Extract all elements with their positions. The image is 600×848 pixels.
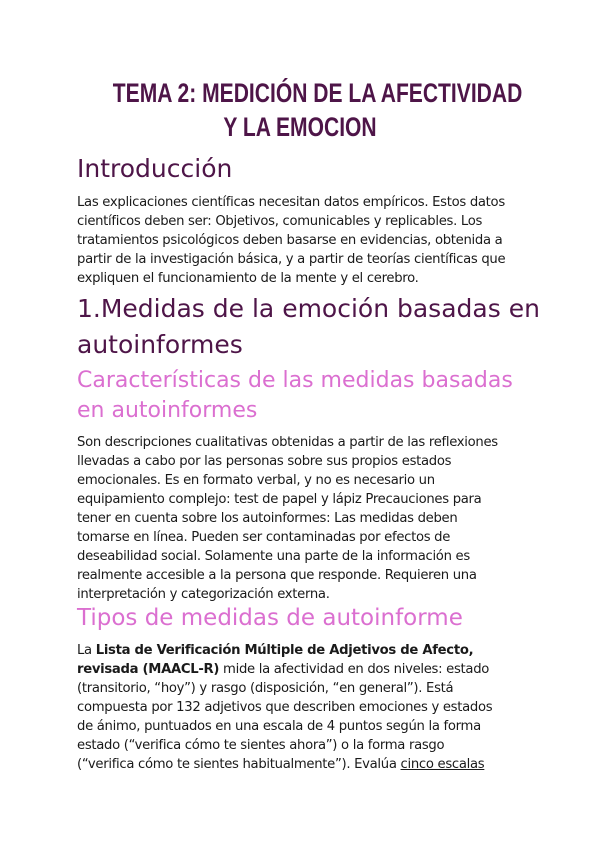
section1-heading-line-2: autoinformes: [77, 330, 243, 359]
section1-heading: [77, 291, 540, 363]
characteristics-line: emocionales. Es en formato verbal, y no es necesario un: [77, 473, 435, 488]
types-line: estado (“verifica cómo te sientes ahora”) o la forma rasgo: [77, 738, 445, 753]
characteristics-line: interpretación y categorización externa.: [77, 587, 330, 602]
characteristics-line: tomarse en línea. Pueden ser contaminadas por efectos de: [77, 530, 451, 545]
characteristics-line: deseabilidad social. Solamente una parte de la información es: [77, 549, 470, 564]
intro-heading: Introducción: [77, 154, 233, 183]
types-line-last: [77, 755, 537, 774]
characteristics-line: tener en cuenta sobre los autoinformes: Las medidas deben: [77, 511, 458, 526]
types-heading: Tipos de medidas de autoinforme: [77, 605, 463, 631]
document-title: [112, 76, 523, 144]
characteristics-heading-line-2: en autoinformes: [77, 398, 258, 423]
types-last-line-prefix: (“verifica cómo te sientes habitualmente”). Evalúa: [77, 757, 401, 772]
intro-line: Las explicaciones científicas necesitan datos empíricos. Estos datos: [77, 195, 505, 210]
cinco-escalas-link[interactable]: cinco escalas: [400, 757, 485, 772]
types-line-1: [77, 641, 537, 660]
intro-line: partir de la investigación básica, y a partir de teorías científicas que: [77, 252, 506, 267]
characteristics-line: Son descripciones cualitativas obtenidas a partir de las reflexiones: [77, 435, 498, 450]
types-line: compuesta por 132 adjetivos que describen emociones y estados: [77, 700, 493, 715]
types-line-2-rest: mide la afectividad en dos niveles: estado: [219, 662, 490, 677]
intro-line: expliquen el funcionamiento de la mente y el cerebro.: [77, 271, 419, 286]
types-paragraph: [77, 641, 537, 774]
title-line-1: TEMA 2: MEDICIÓN DE LA AFECTIVIDAD: [112, 78, 523, 108]
characteristics-line: equipamiento complejo: test de papel y lápiz Precauciones para: [77, 492, 482, 507]
section1-heading-line-1: 1.Medidas de la emoción basadas en: [77, 294, 540, 323]
intro-line: tratamientos psicológicos deben basarse en evidencias, obtenida a: [77, 233, 503, 248]
title-line-2: Y LA EMOCION: [223, 112, 377, 142]
maacl-name-part-1: Lista de Verificación Múltiple de Adjetivos de Afecto,: [95, 643, 474, 658]
characteristics-heading-line-1: Características de las medidas basadas: [77, 368, 513, 393]
intro-line: científicos deben ser: Objetivos, comunicables y replicables. Los: [77, 214, 483, 229]
characteristics-line: realmente accesible a la persona que responde. Requieren una: [77, 568, 477, 583]
types-line: (transitorio, “hoy”) y rasgo (disposición, “en general”). Está: [77, 681, 454, 696]
types-line-2: [77, 660, 537, 679]
characteristics-line: llevadas a cabo por las personas sobre sus propios estados: [77, 454, 452, 469]
intro-paragraph: [77, 193, 537, 288]
types-line-1-prefix: La: [77, 643, 96, 658]
characteristics-paragraph: [77, 433, 537, 604]
maacl-name-part-2: revisada (MAACL-R): [77, 662, 220, 677]
characteristics-heading: [77, 366, 513, 426]
types-line: de ánimo, puntuados en una escala de 4 puntos según la forma: [77, 719, 481, 734]
